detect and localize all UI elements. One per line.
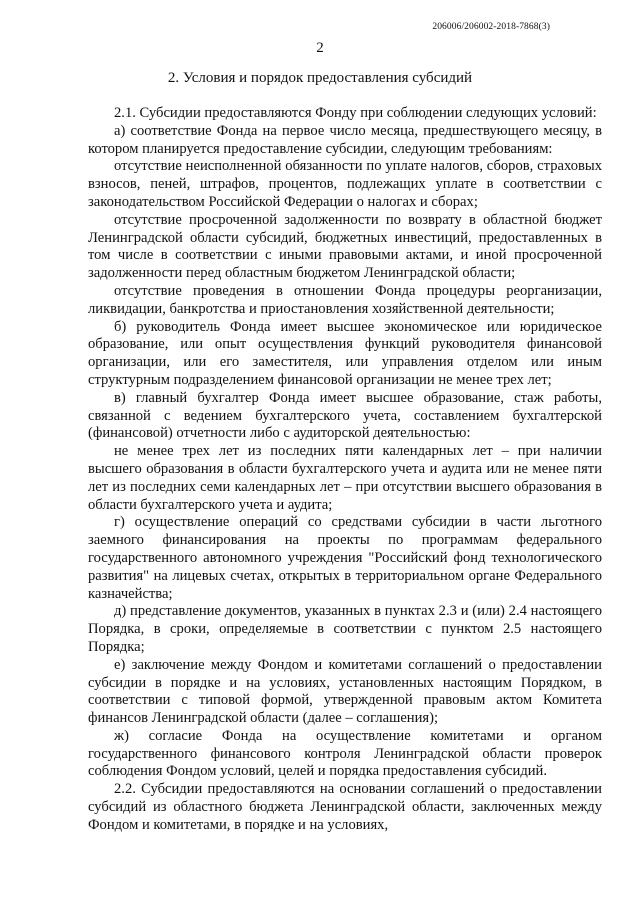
- paragraph: г) осуществление операций со средствами субсидии в части льготного заемного финансирования на проекты по программам федерального государственного автономного учреждения "Российский фонд технологического развития" на лицевых счетах, открытых в территориальном органе Федерального казначейства;: [88, 514, 602, 602]
- paragraph: 2.1. Субсидии предоставляются Фонду при соблюдении следующих условий:: [114, 105, 597, 121]
- paragraph: отсутствие неисполненной обязанности по уплате налогов, сборов, страховых взносов, пеней, штрафов, процентов, подлежащих уплате в соответствии с законодательством Российской Федерации о налогах и сборах;: [88, 158, 602, 210]
- paragraph: ж) согласие Фонда на осуществление комитетами и органом государственного финансового контроля Ленинградской области проверок соблюдения Фондом условий, целей и порядка предоставления субсидий.: [88, 727, 602, 780]
- page-number: 2: [316, 40, 324, 56]
- paragraph: не менее трех лет из последних пяти календарных лет – при наличии высшего образования в области бухгалтерского учета и аудита или не менее пяти лет из последних семи календарных лет – при отсутствии высшего образования в области бухгалтерского учета и аудита;: [88, 443, 602, 513]
- paragraph: в) главный бухгалтер Фонда имеет высшее образование, стаж работы, связанной с ведением бухгалтерского учета, составлением бухгалтерской (финансовой) отчетности либо с аудиторской деятельностью:: [88, 389, 602, 442]
- document-body: [88, 105, 602, 835]
- paragraph: отсутствие просроченной задолженности по возврату в областной бюджет Ленинградской области субсидий, бюджетных инвестиций, предоставленных в том числе в соответствии с иными правовыми актами, и иной просроченной задолженности перед областным бюджетом Ленинградской области;: [88, 211, 602, 282]
- paragraph: е) заключение между Фондом и комитетами соглашений о предоставлении субсидии в порядке и на условиях, установленных настоящим Порядком, в соответствии с типовой формой, утвержденной правовым актом Комитета финансов Ленинградской области (далее – соглашения);: [88, 656, 602, 727]
- document-id: 206006/206002-2018-7868(3): [432, 22, 550, 32]
- paragraph: б) руководитель Фонда имеет высшее экономическое или юридическое образование, или опыт осуществления функций руководителя финансовой организации, или его заместителя, или управления отделом или иным структурным подразделением финансовой организации не менее трех лет;: [88, 318, 602, 388]
- paragraph: 2.2. Субсидии предоставляются на основании соглашений о предоставлении субсидий из областного бюджета Ленинградской области, заключенных между Фондом и комитетами, в порядке и на условиях,: [88, 781, 602, 833]
- paragraph: а) соответствие Фонда на первое число месяца, предшествующего месяцу, в котором планируется предоставление субсидии, следующим требованиям:: [88, 122, 602, 157]
- paragraph: д) представление документов, указанных в пунктах 2.3 и (или) 2.4 настоящего Порядка, в сроки, определяемые в соответствии с пунктом 2.5 настоящего Порядка;: [88, 603, 602, 655]
- paragraph: отсутствие проведения в отношении Фонда процедуры реорганизации, ликвидации, банкротства и приостановления хозяйственной деятельности;: [88, 282, 602, 317]
- section-heading: 2. Условия и порядок предоставления субсидий: [167, 70, 473, 86]
